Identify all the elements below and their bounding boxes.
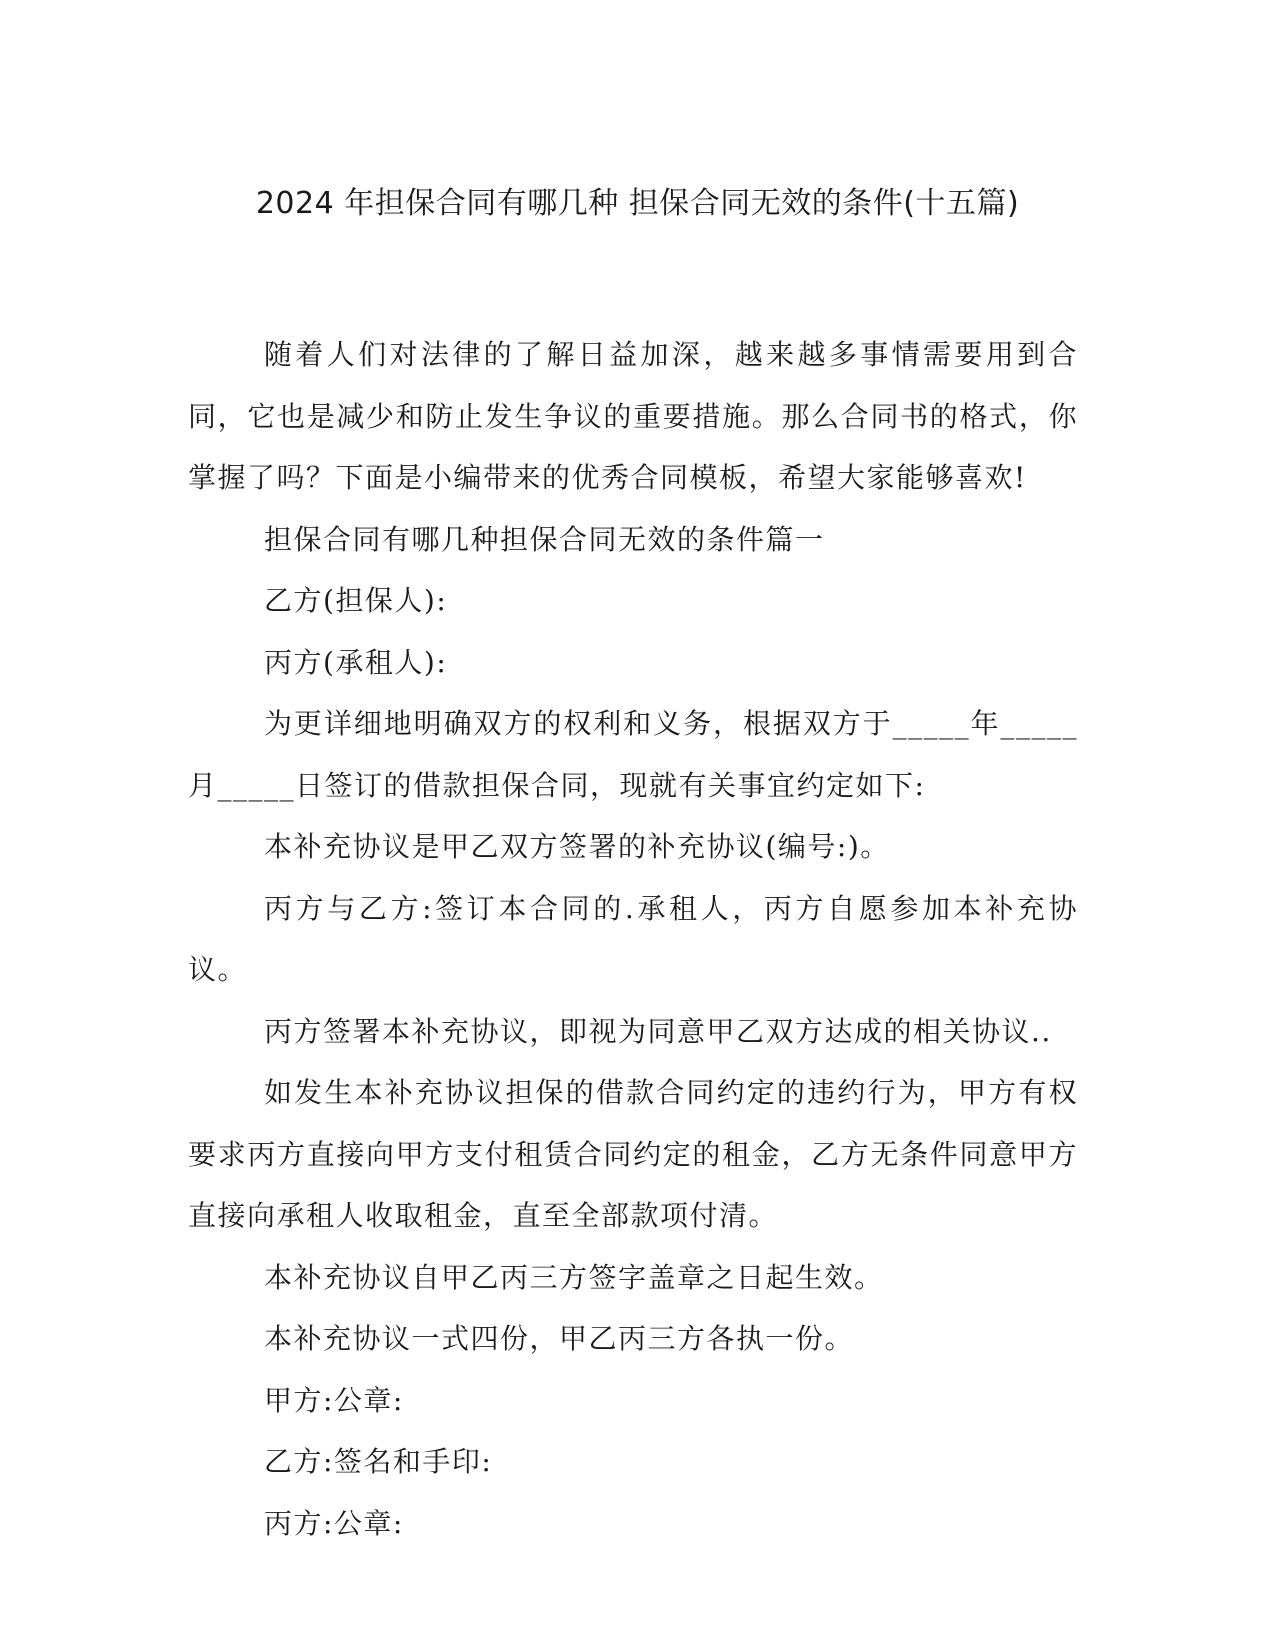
clause-paragraph: 丙方签署本补充协议，即视为同意甲乙双方达成的相关协议.. (264, 1014, 1052, 1048)
party-c-line: 丙方(承租人): (264, 645, 448, 679)
signature-line-party-a: 甲方:公章: (264, 1383, 404, 1417)
section-heading: 担保合同有哪几种担保合同无效的条件篇一 (264, 522, 825, 556)
clause-paragraph: 本补充协议一式四份，甲乙丙三方各执一份。 (264, 1322, 855, 1355)
purpose-paragraph: 为更详细地明确双方的权利和义务，根据双方于_____年_____月_____日签订的借款担保合同，现就有关事宜约定如下: (188, 707, 1078, 802)
intro-paragraph: 随着人们对法律的了解日益加深，越来越多事情需要用到合同，它也是减少和防止发生争议的重要措施。那么合同书的格式，你掌握了吗？下面是小编带来的优秀合同模板，希望大家能够喜欢! (188, 338, 1078, 494)
party-b-line: 乙方(担保人): (264, 584, 448, 617)
document-body (188, 324, 1078, 1554)
clause-paragraph: 丙方与乙方:签订本合同的.承租人，丙方自愿参加本补充协议。 (188, 891, 1078, 986)
signature-line-party-b: 乙方:签名和手印: (264, 1445, 493, 1478)
clause-paragraph: 本补充协议是甲乙双方签署的补充协议(编号:)。 (264, 830, 890, 863)
clause-paragraph: 如发生本补充协议担保的借款合同约定的违约行为，甲方有权要求丙方直接向甲方支付租赁合同约定的租金，乙方无条件同意甲方直接向承租人收取租金，直至全部款项付清。 (188, 1076, 1078, 1232)
document-title: 2024 年担保合同有哪几种 担保合同无效的条件(十五篇) (255, 186, 1020, 221)
clause-paragraph: 本补充协议自甲乙丙三方签字盖章之日起生效。 (264, 1260, 884, 1294)
signature-line-party-c: 丙方:公章: (264, 1506, 404, 1540)
